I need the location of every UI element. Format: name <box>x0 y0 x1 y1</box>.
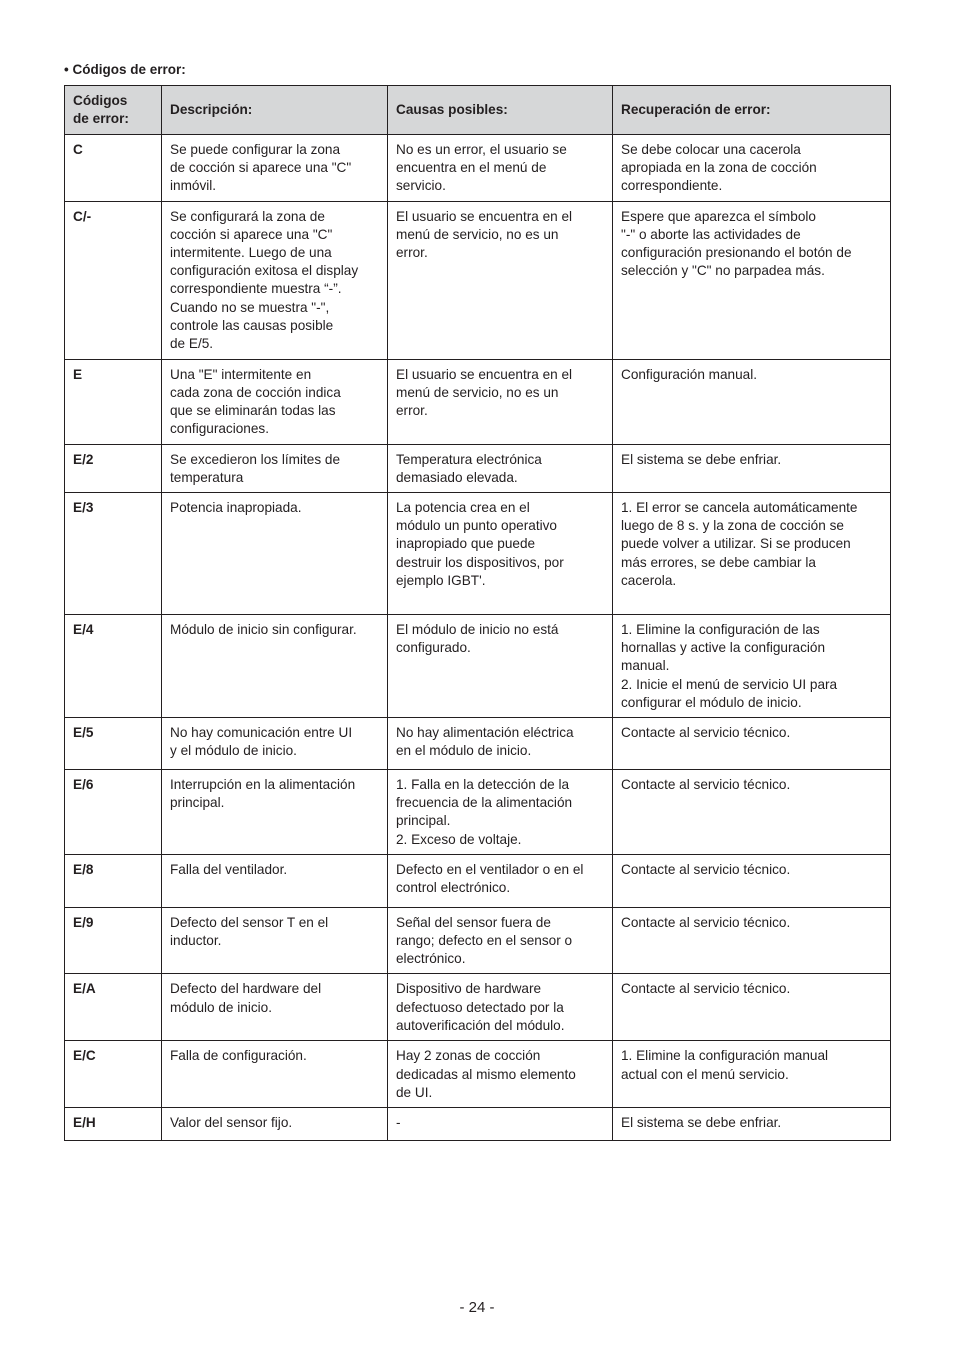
error-code: C/- <box>65 201 162 359</box>
table-row <box>65 444 891 492</box>
error-recovery: 1. El error se cancela automáticamente luego de 8 s. y la zona de cocción se puede volver a utilizar. Si se producen más errores, se debe cambiar la cacerola. <box>613 493 891 615</box>
error-recovery: Contacte al servicio técnico. <box>613 854 891 907</box>
error-code: C <box>65 135 162 202</box>
error-recovery: Contacte al servicio técnico. <box>613 770 891 855</box>
table-row <box>65 359 891 444</box>
error-description: Módulo de inicio sin configurar. <box>162 615 388 718</box>
error-recovery: Se debe colocar una cacerola apropiada en la zona de cocción correspondiente. <box>613 135 891 202</box>
table-row <box>65 1041 891 1108</box>
error-description: Defecto del sensor T en el inductor. <box>162 907 388 974</box>
error-code: E/6 <box>65 770 162 855</box>
error-recovery: El sistema se debe enfriar. <box>613 1108 891 1141</box>
error-causes: Defecto en el ventilador o en el control electrónico. <box>388 854 613 907</box>
error-recovery: Espere que aparezca el símbolo "-" o aborte las actividades de configuración presionando el botón de selección y "C" no parpadea más. <box>613 201 891 359</box>
error-description: Falla del ventilador. <box>162 854 388 907</box>
table-row <box>65 770 891 855</box>
page-number: - 24 - <box>459 1299 495 1316</box>
error-description: Falla de configuración. <box>162 1041 388 1108</box>
error-causes: No es un error, el usuario se encuentra en el menú de servicio. <box>388 135 613 202</box>
header-causes: Causas posibles: <box>388 86 613 135</box>
error-description: Se configurará la zona de cocción si aparece una "C" intermitente. Luego de una configuración exitosa el display correspondiente muestra “-”. Cuando no se muestra "-", controle las causas posible de E/5. <box>162 201 388 359</box>
error-code: E/8 <box>65 854 162 907</box>
error-code: E/A <box>65 974 162 1041</box>
error-causes: La potencia crea en el módulo un punto operativo inapropiado que puede destruir los dispositivos, por ejemplo IGBT'. <box>388 493 613 615</box>
error-recovery: Configuración manual. <box>613 359 891 444</box>
error-code: E/5 <box>65 718 162 770</box>
header-codes: Códigos de error: <box>65 86 162 135</box>
error-code: E/C <box>65 1041 162 1108</box>
error-causes: 1. Falla en la detección de la frecuencia de la alimentación principal. 2. Exceso de voltaje. <box>388 770 613 855</box>
error-description: Valor del sensor fijo. <box>162 1108 388 1141</box>
header-recovery: Recuperación de error: <box>613 86 891 135</box>
error-description: Defecto del hardware del módulo de inicio. <box>162 974 388 1041</box>
table-row <box>65 615 891 718</box>
error-causes: Hay 2 zonas de cocción dedicadas al mismo elemento de UI. <box>388 1041 613 1108</box>
table-row <box>65 718 891 770</box>
error-causes: Dispositivo de hardware defectuoso detectado por la autoverificación del módulo. <box>388 974 613 1041</box>
error-code: E/2 <box>65 444 162 492</box>
error-causes: Señal del sensor fuera de rango; defecto en el sensor o electrónico. <box>388 907 613 974</box>
error-causes: No hay alimentación eléctrica en el módulo de inicio. <box>388 718 613 770</box>
table-row <box>65 493 891 615</box>
error-code: E/H <box>65 1108 162 1141</box>
error-code: E/3 <box>65 493 162 615</box>
error-recovery: Contacte al servicio técnico. <box>613 718 891 770</box>
table-header-row <box>65 86 891 135</box>
error-codes-table <box>64 85 891 1141</box>
error-causes: El usuario se encuentra en el menú de servicio, no es un error. <box>388 201 613 359</box>
error-causes: - <box>388 1108 613 1141</box>
error-causes: Temperatura electrónica demasiado elevada. <box>388 444 613 492</box>
error-recovery: Contacte al servicio técnico. <box>613 974 891 1041</box>
error-recovery: 1. Elimine la configuración de las hornallas y active la configuración manual. 2. Inicie el menú de servicio UI para configurar el módulo de inicio. <box>613 615 891 718</box>
error-description: Se excedieron los límites de temperatura <box>162 444 388 492</box>
error-causes: El usuario se encuentra en el menú de servicio, no es un error. <box>388 359 613 444</box>
table-row <box>65 854 891 907</box>
error-recovery: El sistema se debe enfriar. <box>613 444 891 492</box>
error-code: E/4 <box>65 615 162 718</box>
error-description: Una "E" intermitente en cada zona de cocción indica que se eliminarán todas las configuraciones. <box>162 359 388 444</box>
table-row <box>65 907 891 974</box>
error-description: No hay comunicación entre UI y el módulo de inicio. <box>162 718 388 770</box>
error-recovery: 1. Elimine la configuración manual actual con el menú servicio. <box>613 1041 891 1108</box>
error-description: Se puede configurar la zona de cocción si aparece una "C" inmóvil. <box>162 135 388 202</box>
header-description: Descripción: <box>162 86 388 135</box>
error-code: E/9 <box>65 907 162 974</box>
error-description: Interrupción en la alimentación principal. <box>162 770 388 855</box>
error-code: E <box>65 359 162 444</box>
table-row <box>65 201 891 359</box>
error-recovery: Contacte al servicio técnico. <box>613 907 891 974</box>
table-row <box>65 974 891 1041</box>
table-row <box>65 135 891 202</box>
error-causes: El módulo de inicio no está configurado. <box>388 615 613 718</box>
section-title: • Códigos de error: <box>64 62 186 77</box>
error-description: Potencia inapropiada. <box>162 493 388 615</box>
table-row <box>65 1108 891 1141</box>
